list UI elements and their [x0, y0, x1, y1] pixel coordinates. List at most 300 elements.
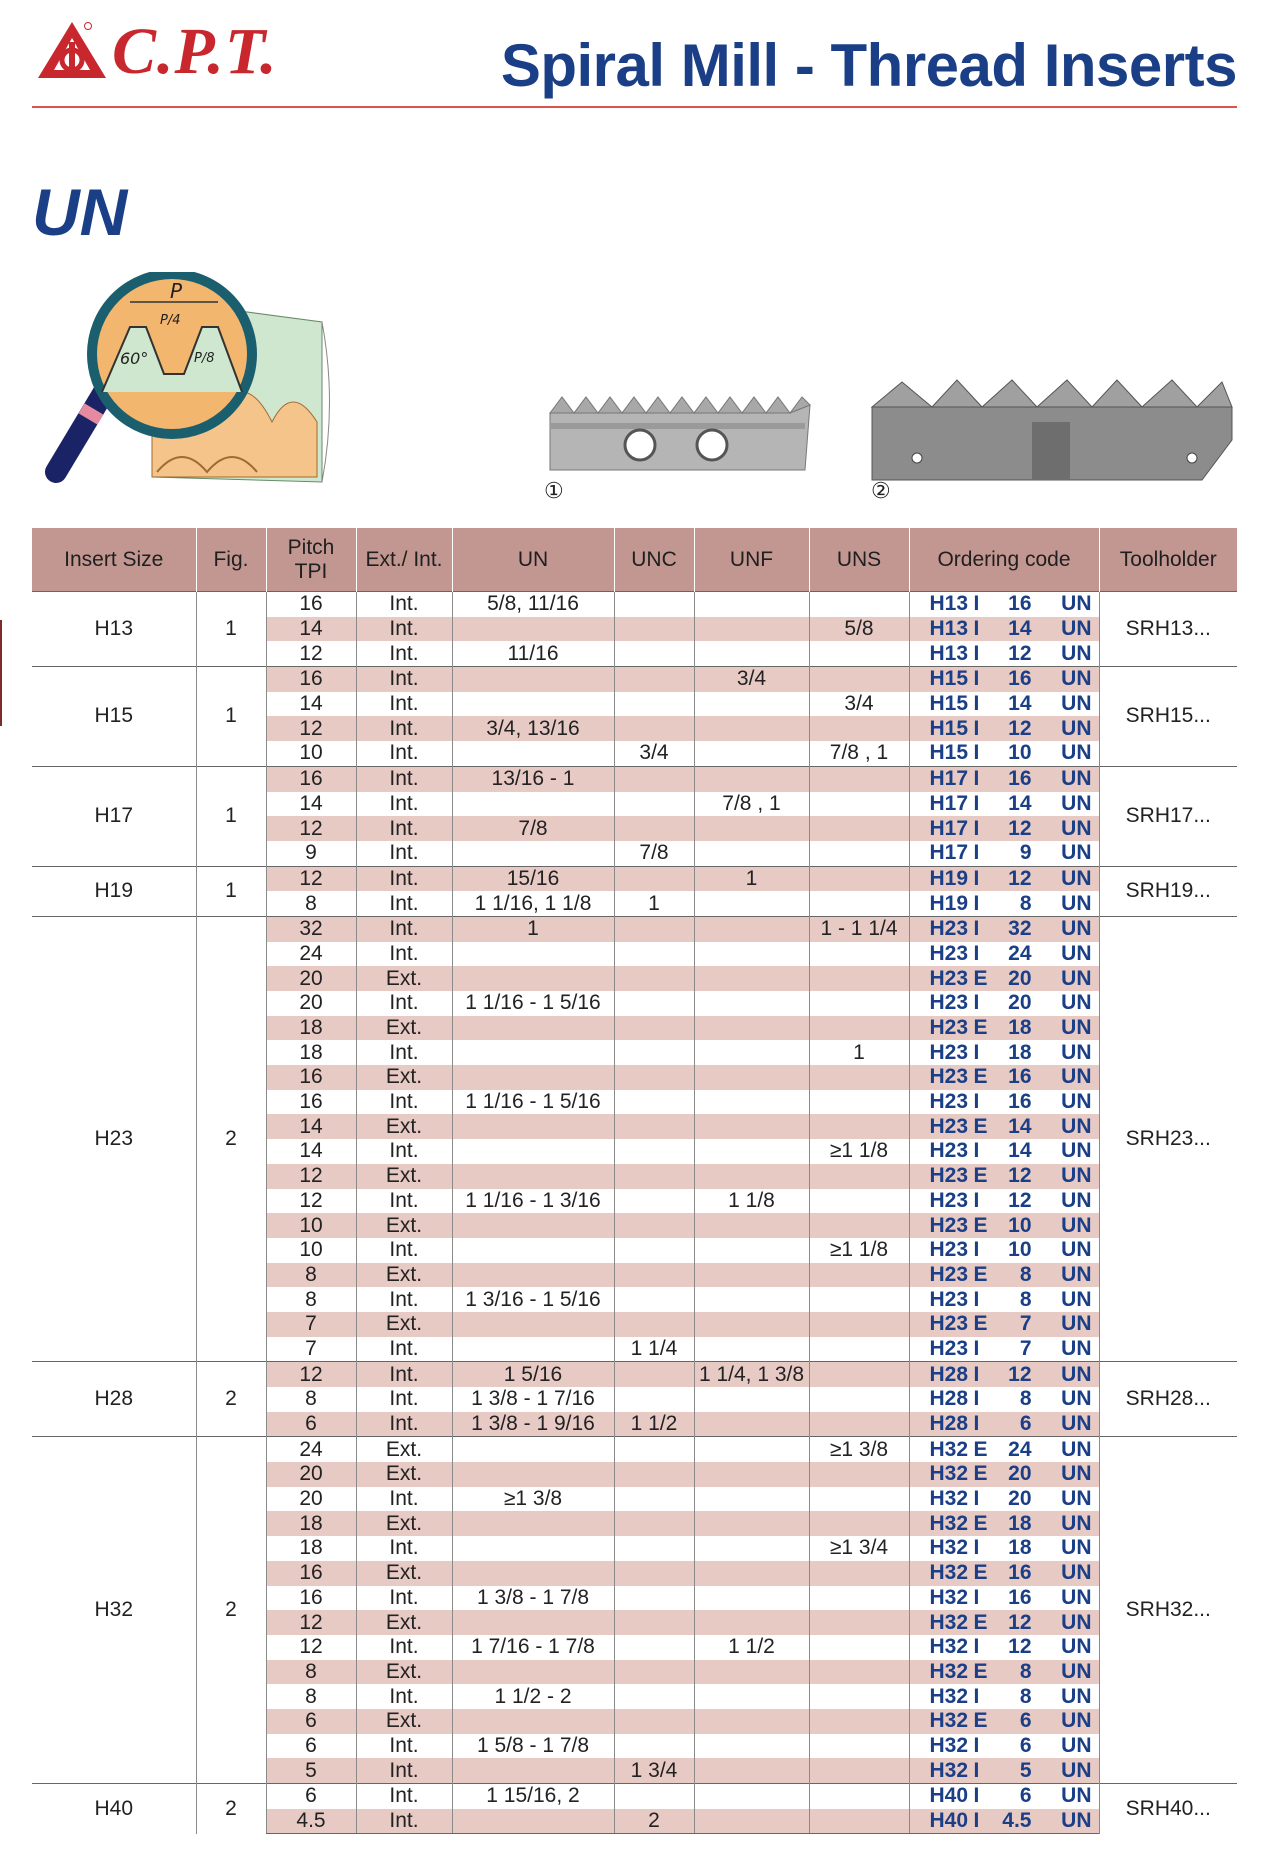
ordering-code-part: I [973, 767, 980, 791]
ordering-code-cell [909, 766, 1099, 791]
unc-cell [614, 1164, 694, 1189]
unf-cell: 1 1/8 [694, 1189, 809, 1214]
unf-cell [694, 1660, 809, 1685]
ext-int-cell: Ext. [356, 1114, 452, 1139]
uns-cell [809, 866, 909, 891]
unf-cell [694, 716, 809, 741]
ext-int-cell: Ext. [356, 1561, 452, 1586]
uns-cell [809, 766, 909, 791]
ordering-code-cell [909, 1734, 1099, 1759]
ordering-code-part: E [973, 1462, 988, 1486]
pitch-tpi-cell: 9 [266, 841, 356, 866]
ordering-code-part: UN [1061, 741, 1092, 765]
ordering-code-part: 8 [1019, 1262, 1032, 1286]
pitch-tpi-cell: 12 [266, 716, 356, 741]
ext-int-cell: Ext. [356, 1610, 452, 1635]
figure-number-cell: 1 [196, 667, 266, 767]
insert-size-cell: H32 [32, 1437, 196, 1784]
ext-int-cell: Ext. [356, 1065, 452, 1090]
ordering-code-cell [909, 1065, 1099, 1090]
ordering-code-part: H28 [929, 1412, 969, 1436]
pitch-tpi-cell: 16 [266, 667, 356, 692]
ordering-code-part: 18 [1008, 1511, 1032, 1535]
ext-int-cell: Int. [356, 942, 452, 967]
unf-cell [694, 1164, 809, 1189]
un-cell [452, 1312, 614, 1337]
unc-cell [614, 966, 694, 991]
uns-cell [809, 1412, 909, 1437]
ordering-code-part: I [973, 791, 980, 815]
uns-cell [809, 1610, 909, 1635]
ext-int-cell: Ext. [356, 1312, 452, 1337]
unc-cell [614, 1610, 694, 1635]
ordering-code-part: I [973, 1784, 980, 1808]
table-row [32, 667, 1237, 692]
unf-cell [694, 617, 809, 642]
ordering-code-part: H32 [929, 1585, 969, 1609]
ordering-code-part: H17 [929, 791, 969, 815]
ordering-code-part: I [973, 1809, 980, 1833]
uns-cell: 3/4 [809, 692, 909, 717]
unc-cell [614, 592, 694, 617]
pitch-tpi-cell: 4.5 [266, 1809, 356, 1834]
ordering-code-part: UN [1061, 917, 1092, 941]
un-cell: 1 7/16 - 1 7/8 [452, 1635, 614, 1660]
ordering-code-part: H23 [929, 1312, 969, 1336]
unf-cell [694, 1684, 809, 1709]
pitch-tpi-cell: 8 [266, 1660, 356, 1685]
unc-cell [614, 1189, 694, 1214]
ordering-code-cell [909, 1362, 1099, 1387]
ordering-code-cell [909, 1462, 1099, 1487]
ordering-code-part: 14 [1008, 1139, 1032, 1163]
unc-cell: 3/4 [614, 741, 694, 766]
header-pitch [266, 528, 356, 592]
ordering-code-cell [909, 942, 1099, 967]
ordering-code-part: H15 [929, 741, 969, 765]
diagram-label-p4: P/4 [160, 313, 181, 328]
un-cell: 1 1/16 - 1 5/16 [452, 991, 614, 1016]
ordering-code-cell [909, 617, 1099, 642]
ordering-code-part: 14 [1008, 1114, 1032, 1138]
ordering-code-part: H32 [929, 1487, 969, 1511]
ordering-code-part: 20 [1008, 1462, 1032, 1486]
ordering-code-part: UN [1061, 1487, 1092, 1511]
pitch-tpi-cell: 8 [266, 1263, 356, 1288]
ordering-code-part: I [973, 816, 980, 840]
unf-cell [694, 966, 809, 991]
uns-cell [809, 841, 909, 866]
ordering-code-part: H13 [929, 641, 969, 665]
side-edge-mark [0, 620, 2, 726]
ordering-code-cell [909, 1238, 1099, 1263]
ext-int-cell: Int. [356, 1189, 452, 1214]
ordering-code-part: I [973, 891, 980, 915]
unc-cell [614, 1684, 694, 1709]
unf-cell [694, 1139, 809, 1164]
pitch-tpi-cell: 24 [266, 1437, 356, 1462]
pitch-tpi-cell: 18 [266, 1511, 356, 1536]
ordering-code-cell [909, 1040, 1099, 1065]
insert-figure-1 [540, 395, 820, 475]
pitch-tpi-cell: 10 [266, 1213, 356, 1238]
ext-int-cell: Ext. [356, 1213, 452, 1238]
thread-profile-diagram [32, 272, 332, 512]
figure-number-cell: 1 [196, 866, 266, 916]
ext-int-cell: Int. [356, 1684, 452, 1709]
ext-int-cell: Ext. [356, 1437, 452, 1462]
pitch-tpi-cell: 18 [266, 1016, 356, 1041]
ordering-code-part: 6 [1019, 1412, 1032, 1436]
unc-cell [614, 816, 694, 841]
ordering-code-cell [909, 641, 1099, 666]
ordering-code-part: H23 [929, 1139, 969, 1163]
un-cell [452, 692, 614, 717]
ordering-code-part: UN [1061, 641, 1092, 665]
ordering-code-part: I [973, 841, 980, 865]
ordering-code-part: 8 [1019, 891, 1032, 915]
ext-int-cell: Int. [356, 1536, 452, 1561]
unc-cell [614, 1040, 694, 1065]
ordering-code-part: 20 [1008, 966, 1032, 990]
ordering-code-part: 20 [1008, 1487, 1032, 1511]
ordering-code-part: E [973, 1164, 988, 1188]
ordering-code-part: 8 [1019, 1684, 1032, 1708]
ordering-code-part: 18 [1008, 1536, 1032, 1560]
uns-cell [809, 1387, 909, 1412]
unc-cell [614, 617, 694, 642]
ordering-code-part: 5 [1019, 1758, 1032, 1782]
ordering-code-part: H32 [929, 1659, 969, 1683]
ordering-code-cell [909, 1784, 1099, 1809]
uns-cell: ≥1 1/8 [809, 1139, 909, 1164]
un-cell [452, 942, 614, 967]
unf-cell [694, 1337, 809, 1362]
ext-int-cell: Int. [356, 816, 452, 841]
figure-number-cell: 1 [196, 592, 266, 667]
unc-cell [614, 991, 694, 1016]
unf-cell [694, 1561, 809, 1586]
ext-int-cell: Int. [356, 1412, 452, 1437]
pitch-tpi-cell: 20 [266, 966, 356, 991]
pitch-tpi-cell: 5 [266, 1758, 356, 1783]
ordering-code-part: UN [1061, 1511, 1092, 1535]
figure-2-label: ② [871, 478, 891, 503]
ordering-code-cell [909, 1758, 1099, 1783]
ordering-code-part: UN [1061, 816, 1092, 840]
pitch-tpi-cell: 24 [266, 942, 356, 967]
ordering-code-part: H23 [929, 1164, 969, 1188]
uns-cell [809, 792, 909, 817]
un-cell [452, 741, 614, 766]
ordering-code-part: UN [1061, 1709, 1092, 1733]
uns-cell [809, 891, 909, 916]
ordering-code-part: H13 [929, 617, 969, 641]
ordering-code-cell [909, 891, 1099, 916]
uns-cell [809, 592, 909, 617]
ordering-code-part: E [973, 1437, 988, 1461]
ordering-code-part: 16 [1008, 1090, 1032, 1114]
ordering-code-part: E [973, 1262, 988, 1286]
ordering-code-cell [909, 716, 1099, 741]
un-cell [452, 667, 614, 692]
unf-cell [694, 1487, 809, 1512]
unf-cell [694, 916, 809, 941]
ordering-code-part: H17 [929, 816, 969, 840]
ordering-code-part: I [973, 1758, 980, 1782]
ordering-code-part: H23 [929, 941, 969, 965]
uns-cell [809, 641, 909, 666]
pitch-tpi-cell: 32 [266, 916, 356, 941]
ordering-code-cell [909, 1164, 1099, 1189]
header-divider [32, 106, 1237, 108]
un-cell: 11/16 [452, 641, 614, 666]
unc-cell: 1 3/4 [614, 1758, 694, 1783]
header-pitch-line2: TPI [294, 559, 328, 583]
insert-size-cell: H19 [32, 866, 196, 916]
ordering-code-cell [909, 1487, 1099, 1512]
uns-cell [809, 966, 909, 991]
uns-cell [809, 1734, 909, 1759]
pitch-tpi-cell: 14 [266, 617, 356, 642]
ordering-code-part: 14 [1008, 617, 1032, 641]
ordering-code-part: UN [1061, 941, 1092, 965]
ordering-code-part: UN [1061, 1784, 1092, 1808]
unc-cell [614, 766, 694, 791]
unf-cell [694, 942, 809, 967]
uns-cell [809, 1561, 909, 1586]
ordering-code-part: I [973, 1287, 980, 1311]
pitch-tpi-cell: 12 [266, 1164, 356, 1189]
unf-cell [694, 1536, 809, 1561]
unc-cell [614, 916, 694, 941]
ordering-code-part: H23 [929, 1114, 969, 1138]
ordering-code-part: I [973, 641, 980, 665]
pitch-tpi-cell: 12 [266, 1362, 356, 1387]
uns-cell [809, 1709, 909, 1734]
un-cell: 1 [452, 916, 614, 941]
pitch-tpi-cell: 16 [266, 766, 356, 791]
ordering-code-part: I [973, 1684, 980, 1708]
insert-size-cell: H17 [32, 766, 196, 866]
ordering-code-part: I [973, 692, 980, 716]
uns-cell [809, 816, 909, 841]
ext-int-cell: Int. [356, 1734, 452, 1759]
unf-cell [694, 766, 809, 791]
ordering-code-cell [909, 592, 1099, 617]
un-cell [452, 1561, 614, 1586]
ext-int-cell: Int. [356, 1139, 452, 1164]
ext-int-cell: Int. [356, 1238, 452, 1263]
uns-cell [809, 1189, 909, 1214]
pitch-tpi-cell: 14 [266, 1114, 356, 1139]
figure-number-cell: 2 [196, 1784, 266, 1834]
header-unf: UNF [694, 528, 809, 592]
unf-cell [694, 1437, 809, 1462]
unf-cell [694, 816, 809, 841]
table-body [32, 592, 1237, 1834]
ordering-code-part: I [973, 1585, 980, 1609]
un-cell [452, 1139, 614, 1164]
ordering-code-part: UN [1061, 692, 1092, 716]
ordering-code-part: H15 [929, 667, 969, 691]
ordering-code-part: H32 [929, 1536, 969, 1560]
ordering-code-part: UN [1061, 1809, 1092, 1833]
ordering-code-part: UN [1061, 1387, 1092, 1411]
ext-int-cell: Int. [356, 641, 452, 666]
ordering-code-part: H32 [929, 1437, 969, 1461]
ordering-code-part: UN [1061, 1684, 1092, 1708]
ordering-code-part: I [973, 917, 980, 941]
pitch-tpi-cell: 14 [266, 692, 356, 717]
ext-int-cell: Int. [356, 1362, 452, 1387]
unc-cell [614, 716, 694, 741]
ext-int-cell: Int. [356, 741, 452, 766]
ordering-code-part: H23 [929, 1262, 969, 1286]
un-cell: 1 15/16, 2 [452, 1784, 614, 1809]
un-cell [452, 841, 614, 866]
ordering-code-part: H32 [929, 1610, 969, 1634]
ordering-code-part: H23 [929, 1090, 969, 1114]
ordering-code-cell [909, 1139, 1099, 1164]
ordering-code-part: E [973, 1213, 988, 1237]
ordering-code-part: 16 [1008, 767, 1032, 791]
pitch-tpi-cell: 12 [266, 866, 356, 891]
ordering-code-part: UN [1061, 1758, 1092, 1782]
ordering-code-part: H32 [929, 1511, 969, 1535]
ext-int-cell: Int. [356, 1487, 452, 1512]
ordering-code-cell [909, 1312, 1099, 1337]
ordering-code-cell [909, 792, 1099, 817]
ext-int-cell: Ext. [356, 1511, 452, 1536]
ordering-code-part: H15 [929, 692, 969, 716]
un-cell: 1 3/8 - 1 9/16 [452, 1412, 614, 1437]
uns-cell [809, 1065, 909, 1090]
un-cell: 1 5/8 - 1 7/8 [452, 1734, 614, 1759]
ordering-code-part: UN [1061, 1659, 1092, 1683]
pitch-tpi-cell: 6 [266, 1734, 356, 1759]
ordering-code-part: UN [1061, 791, 1092, 815]
unf-cell [694, 1312, 809, 1337]
ordering-code-part: 6 [1019, 1733, 1032, 1757]
un-cell: 1 3/8 - 1 7/16 [452, 1387, 614, 1412]
ordering-code-part: H28 [929, 1362, 969, 1386]
ordering-code-part: UN [1061, 1585, 1092, 1609]
ext-int-cell: Int. [356, 792, 452, 817]
un-cell: 1 5/16 [452, 1362, 614, 1387]
ordering-code-part: I [973, 1487, 980, 1511]
ext-int-cell: Int. [356, 766, 452, 791]
ordering-code-part: UN [1061, 1287, 1092, 1311]
ext-int-cell: Int. [356, 1287, 452, 1312]
unc-cell [614, 1734, 694, 1759]
pitch-tpi-cell: 18 [266, 1536, 356, 1561]
toolholder-cell: SRH23... [1099, 916, 1237, 1361]
ordering-code-cell [909, 866, 1099, 891]
ordering-code-part: E [973, 1016, 988, 1040]
unc-cell [614, 1709, 694, 1734]
ordering-code-part: E [973, 1709, 988, 1733]
un-cell [452, 1809, 614, 1834]
ext-int-cell: Int. [356, 1784, 452, 1809]
un-cell: 1 1/2 - 2 [452, 1684, 614, 1709]
ordering-code-part: 16 [1008, 1561, 1032, 1585]
ordering-code-part: H17 [929, 841, 969, 865]
uns-cell [809, 716, 909, 741]
ext-int-cell: Int. [356, 592, 452, 617]
ordering-code-part: UN [1061, 1362, 1092, 1386]
pitch-tpi-cell: 6 [266, 1784, 356, 1809]
ordering-code-cell [909, 1189, 1099, 1214]
ordering-code-part: 32 [1008, 917, 1032, 941]
header-fig: Fig. [196, 528, 266, 592]
ordering-code-part: E [973, 966, 988, 990]
unf-cell [694, 891, 809, 916]
ext-int-cell: Int. [356, 692, 452, 717]
un-cell [452, 1114, 614, 1139]
un-cell: 1 1/16 - 1 5/16 [452, 1090, 614, 1115]
unc-cell [614, 1635, 694, 1660]
ordering-code-part: 24 [1008, 1437, 1032, 1461]
unc-cell: 1 1/4 [614, 1337, 694, 1362]
ordering-code-cell [909, 1635, 1099, 1660]
un-cell: 3/4, 13/16 [452, 716, 614, 741]
uns-cell [809, 1462, 909, 1487]
pitch-tpi-cell: 10 [266, 741, 356, 766]
pitch-tpi-cell: 16 [266, 1561, 356, 1586]
pitch-tpi-cell: 8 [266, 1287, 356, 1312]
ordering-code-cell [909, 1511, 1099, 1536]
ordering-code-part: 12 [1008, 1635, 1032, 1659]
unc-cell [614, 1660, 694, 1685]
unf-cell: 1 1/4, 1 3/8 [694, 1362, 809, 1387]
uns-cell [809, 1114, 909, 1139]
ordering-code-part: 9 [1019, 841, 1032, 865]
unf-cell [694, 1809, 809, 1834]
ordering-code-part: H40 [929, 1809, 969, 1833]
unf-cell [694, 1090, 809, 1115]
ordering-code-cell [909, 1709, 1099, 1734]
unf-cell [694, 1114, 809, 1139]
uns-cell [809, 1164, 909, 1189]
ordering-code-cell [909, 692, 1099, 717]
ordering-code-part: H32 [929, 1733, 969, 1757]
pitch-tpi-cell: 6 [266, 1412, 356, 1437]
unc-cell: 1 1/2 [614, 1412, 694, 1437]
un-cell: ≥1 3/8 [452, 1487, 614, 1512]
uns-cell [809, 667, 909, 692]
unc-cell: 1 [614, 891, 694, 916]
ordering-code-part: 18 [1008, 1016, 1032, 1040]
un-cell [452, 1164, 614, 1189]
ordering-code-cell [909, 816, 1099, 841]
uns-cell: ≥1 3/8 [809, 1437, 909, 1462]
ext-int-cell: Int. [356, 866, 452, 891]
ordering-code-part: H19 [929, 866, 969, 890]
ordering-code-part: H23 [929, 917, 969, 941]
unf-cell [694, 841, 809, 866]
uns-cell [809, 942, 909, 967]
ext-int-cell: Int. [356, 1387, 452, 1412]
uns-cell: ≥1 1/8 [809, 1238, 909, 1263]
figure-1-label: ① [544, 478, 564, 503]
insert-size-cell: H23 [32, 916, 196, 1361]
ordering-code-part: 8 [1019, 1387, 1032, 1411]
ordering-code-cell [909, 1437, 1099, 1462]
toolholder-cell: SRH32... [1099, 1437, 1237, 1784]
header-toolholder: Toolholder [1099, 528, 1237, 592]
uns-cell [809, 1487, 909, 1512]
